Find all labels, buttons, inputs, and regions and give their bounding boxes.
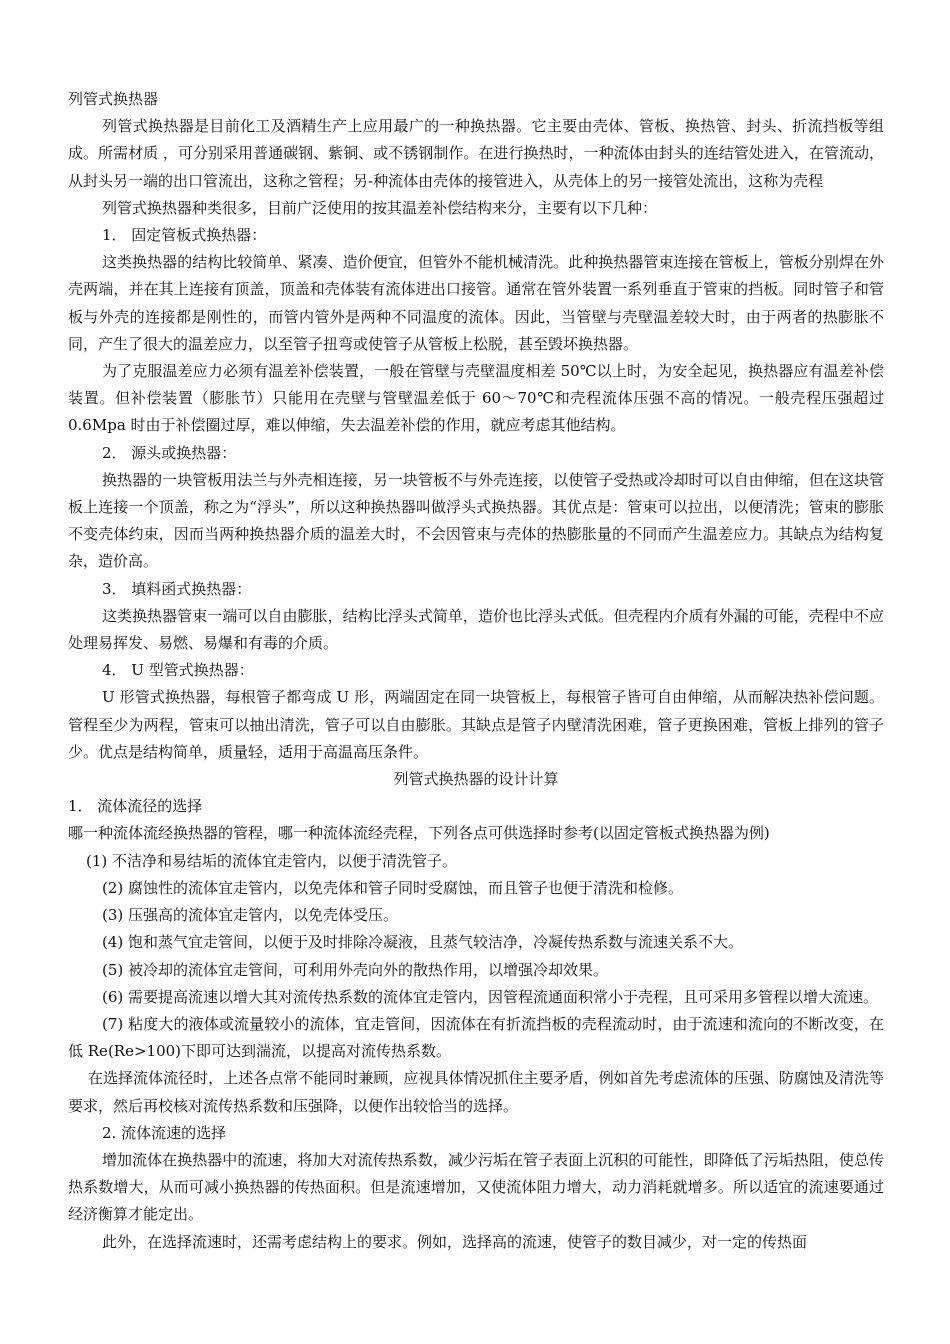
section2-heading: 2. 流体流速的选择 [102,1123,227,1142]
list-item-7: (7) 粘度大的液体或流量较小的流体，宜走管间，因流体在有折流挡板的壳程流动时，由于流速和流向的不断改变，在低 Re(Re>100)下即可达到湍流，以提高对流传热系数。 [68,1014,884,1061]
list-item-5: (5) 被冷却的流体宜走管间，可利用外壳向外的散热作用，以增强冷却效果。 [102,960,609,979]
type3-paragraph: 这类换热器管束一端可以自由膨胀，结构比浮头式简单，造价也比浮头式低。但壳程内介质有外漏的可能，壳程中不应处理易挥发、易燃、易爆和有毒的介质。 [68,606,884,653]
type1-compensation-paragraph: 为了克服温差应力必须有温差补偿装置，一般在管壁与壳壁温度相差 50℃以上时，为安全起见，换热器应有温差补偿装置。但补偿装置（膨胀节）只能用在壳壁与管壁温差低于 60～70℃和壳程流体压强不高的情况。一般壳程压强超过 0.6Mpa 时由于补偿圈过厚，难以伸缩，失去温差补偿的作用，就应考虑其他结构。 [68,362,884,435]
list-item-1: (1) 不洁净和易结垢的流体宜走管内，以便于清洗管子。 [86,851,458,870]
type4-heading: 4． U 型管式换热器： [102,661,254,680]
section2-paragraph-2: 此外，在选择流速时，还需考虑结构上的要求。例如，选择高的流速，使管子的数目减少，对一定的传热面 [102,1232,808,1251]
type3-heading: 3． 填料函式换热器： [102,579,252,598]
type2-paragraph: 换热器的一块管板用法兰与外壳相连接，另一块管板不与外壳连接，以使管子受热或冷却时可以自由伸缩，但在这块管板上连接一个顶盖，称之为“浮头”，所以这种换热器叫做浮头式换热器。其优点是：管束可以拉出，以便清洗；管束的膨胀不变壳体约束，因而当两种换热器介质的温差大时，不会因管束与壳体的热膨胀量的不同而产生温差应力。其缺点为结构复杂，造价高。 [68,470,884,571]
section1-heading: 1． 流体流径的选择 [68,797,203,816]
list-item-2: (2) 腐蚀性的流体宜走管内，以免壳体和管子同时受腐蚀，而且管子也便于清洗和检修。 [102,878,684,897]
types-intro: 列管式换热器种类很多，目前广泛使用的按其温差补偿结构来分，主要有以下几种： [102,198,658,217]
section1-intro: 哪一种流体流经换热器的管程，哪一种流体流经壳程，下列各点可供选择时参考(以固定管板式换热器为例) [68,824,770,843]
design-section-title: 列管式换热器的设计计算 [393,770,559,789]
section2-paragraph-1: 增加流体在换热器中的流速，将加大对流传热系数，减少污垢在管子表面上沉积的可能性，即降低了污垢热阻，使总传热系数增大，从而可减小换热器的传热面积。但是流速增加，又使流体阻力增大，动力消耗就增多。所以适宜的流速要通过经济衡算才能定出。 [68,1150,884,1224]
list-item-4: (4) 饱和蒸气宜走管间，以便于及时排除冷凝液，且蒸气较洁净，冷凝传热系数与流速关系不大。 [102,933,744,952]
list-item-6: (6) 需要提高流速以增大其对流传热系数的流体宜走管内，因管程流通面积常小于壳程，且可采用多管程以增大流速。 [102,987,879,1006]
type2-heading: 2． 源头或换热器： [102,443,237,462]
intro-paragraph: 列管式换热器是目前化工及酒精生产上应用最广的一种换热器。它主要由壳体、管板、换热管、封头、折流挡板等组成。所需材质 ，可分别采用普通碳钢、紫铜、或不锈钢制作。在进行换热时，一种流体由封头的连结管处进入，在管流动，从封头另一端的出口管流出，这称之管程；另-种流体由壳体的接管进入，从壳体上的另一接管处流出，这称为壳程 [68,117,884,190]
doc-title: 列管式换热器 [68,90,159,108]
list-item-3: (3) 压强高的流体宜走管内，以免壳体受压。 [102,906,399,925]
type1-paragraph: 这类换热器的结构比较简单、紧凑、造价便宜，但管外不能机械清洗。此种换热器管束连接在管板上，管板分别焊在外壳两端，并在其上连接有顶盖，顶盖和壳体装有流体进出口接管。通常在管外装置一系列垂直于管束的挡板。同时管子和管板与外壳的连接都是刚性的，而管内管外是两种不同温度的流体。因此，当管壁与壳壁温差较大时，由于两者的热膨胀不同，产生了很大的温差应力，以至管子扭弯或使管子从管板上松脱，甚至毁坏换热器。 [68,253,884,353]
type1-heading: 1． 固定管板式换热器： [102,226,267,245]
type4-paragraph: U 形管式换热器，每根管子都弯成 U 形，两端固定在同一块管板上，每根管子皆可自由伸缩，从而解决热补偿问题。管程至少为两程，管束可以抽出清洗，管子可以自由膨胀。其缺点是管子内壁清洗困难，管子更换困难，管板上排列的管子少。优点是结构简单，质量轻，适用于高温高压条件。 [68,688,884,761]
section1-conclusion: 在选择流体流径时，上述各点常不能同时兼顾，应视具体情况抓住主要矛盾，例如首先考虑流体的压强、防腐蚀及清洗等要求，然后再校核对流传热系数和压强降，以便作出较恰当的选择。 [68,1069,884,1115]
